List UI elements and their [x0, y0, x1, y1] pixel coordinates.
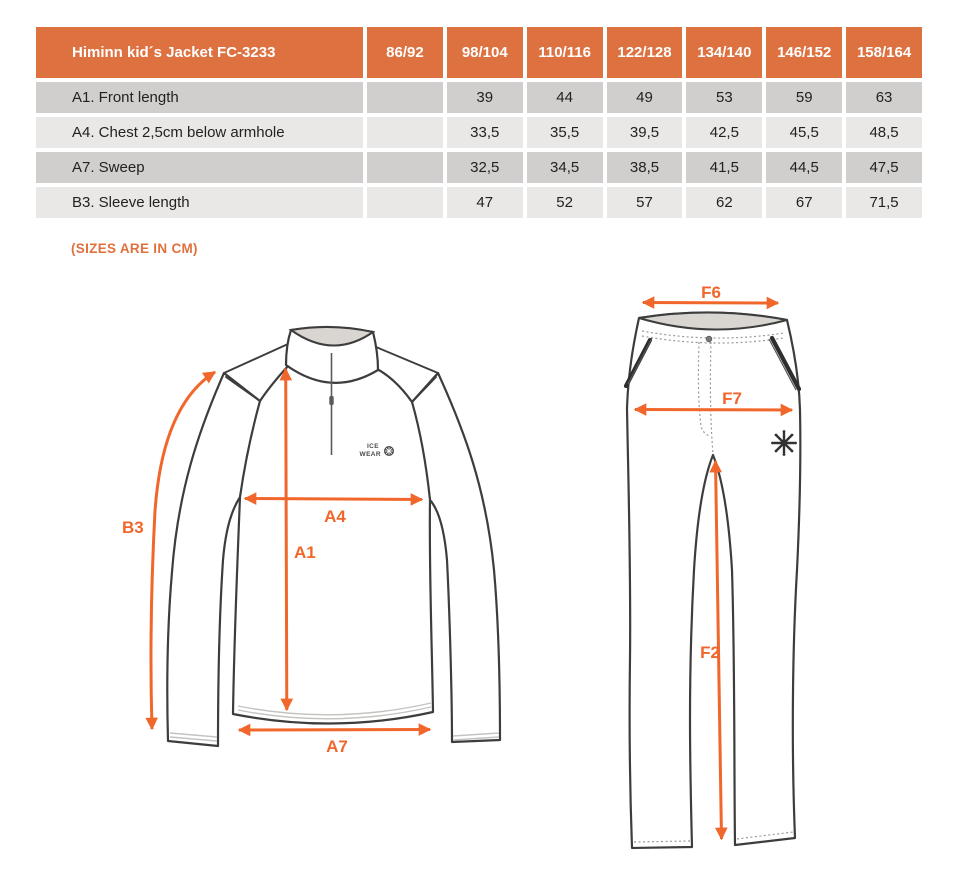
label-a7: A7 — [326, 737, 348, 756]
size-value-cell: 44 — [527, 82, 603, 113]
size-value-cell: 32,5 — [447, 152, 523, 183]
label-b3: B3 — [122, 518, 144, 537]
size-column-header: 146/152 — [766, 27, 842, 78]
sizes-unit-note: (SIZES ARE IN CM) — [71, 241, 198, 256]
size-value-cell: 41,5 — [686, 152, 762, 183]
size-value-cell: 48,5 — [846, 117, 922, 148]
size-value-cell: 57 — [607, 187, 683, 218]
size-column-header: 122/128 — [607, 27, 683, 78]
row-label: A1. Front length — [36, 82, 363, 113]
size-value-cell: 63 — [846, 82, 922, 113]
jacket-measurement-diagram — [95, 300, 555, 875]
empty-cell — [367, 82, 443, 113]
svg-text:ICE: ICE — [366, 443, 379, 450]
size-value-cell: 47,5 — [846, 152, 922, 183]
size-column-header: 158/164 — [846, 27, 922, 78]
empty-cell — [367, 117, 443, 148]
jacket-zipper-pull — [329, 396, 333, 405]
svg-text:WEAR: WEAR — [359, 451, 381, 458]
size-value-cell: 33,5 — [447, 117, 523, 148]
row-label: A4. Chest 2,5cm below armhole — [36, 117, 363, 148]
label-f6: F6 — [701, 283, 721, 302]
size-value-cell: 38,5 — [607, 152, 683, 183]
size-value-cell: 49 — [607, 82, 683, 113]
row-label: A7. Sweep — [36, 152, 363, 183]
empty-cell — [367, 152, 443, 183]
size-value-cell: 67 — [766, 187, 842, 218]
size-column-header: 86/92 — [367, 27, 443, 78]
size-value-cell: 53 — [686, 82, 762, 113]
arrow-f6-waist — [643, 303, 778, 304]
size-column-header: 110/116 — [527, 27, 603, 78]
size-value-cell: 47 — [447, 187, 523, 218]
size-value-cell: 59 — [766, 82, 842, 113]
row-label: B3. Sleeve length — [36, 187, 363, 218]
label-a4: A4 — [324, 507, 346, 526]
size-table — [36, 27, 922, 218]
arrow-a1-front-length — [286, 369, 287, 710]
size-value-cell: 35,5 — [527, 117, 603, 148]
label-a1: A1 — [294, 543, 316, 562]
empty-cell — [367, 187, 443, 218]
size-value-cell: 39 — [447, 82, 523, 113]
label-f7: F7 — [722, 389, 742, 408]
size-value-cell: 52 — [527, 187, 603, 218]
size-value-cell: 34,5 — [527, 152, 603, 183]
size-value-cell: 42,5 — [686, 117, 762, 148]
pants-body — [627, 312, 800, 848]
snowflake-icon — [384, 446, 394, 456]
arrow-a4-chest — [245, 499, 422, 500]
arrow-f7-hip — [635, 410, 792, 411]
pants-button — [706, 336, 712, 342]
size-value-cell: 62 — [686, 187, 762, 218]
size-value-cell: 44,5 — [766, 152, 842, 183]
jacket-body — [233, 366, 433, 724]
arrow-a7-sweep — [239, 730, 430, 731]
table-title: Himinn kid´s Jacket FC-3233 — [36, 27, 363, 78]
size-value-cell: 71,5 — [846, 187, 922, 218]
label-f2: F2 — [700, 643, 720, 662]
size-value-cell: 39,5 — [607, 117, 683, 148]
pants-measurement-diagram — [615, 278, 815, 873]
size-column-header: 98/104 — [447, 27, 523, 78]
size-value-cell: 45,5 — [766, 117, 842, 148]
size-column-header: 134/140 — [686, 27, 762, 78]
